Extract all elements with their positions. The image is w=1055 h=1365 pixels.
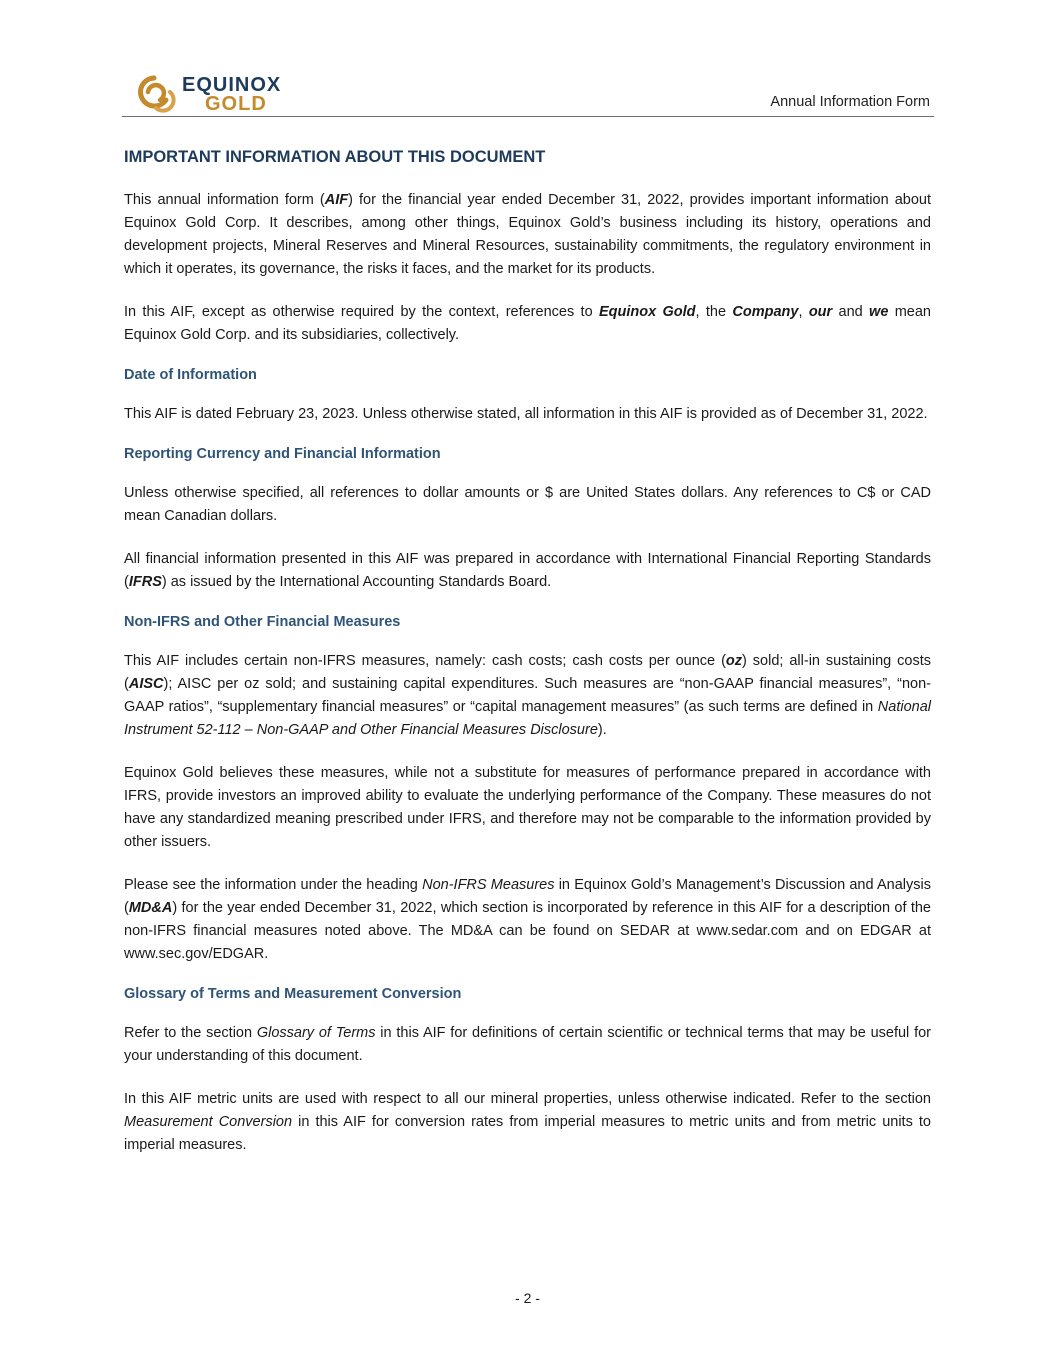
currency-paragraph-2: All financial information presented in this AIF was prepared in accordance with International Financial Reporting Standards (IFRS) as issued by the International Accounting Standards Board. <box>124 551 931 590</box>
equinox-gold-logo-icon <box>132 72 178 116</box>
currency-paragraph-1: Unless otherwise specified, all references to dollar amounts or $ are United States dollars. Any references to C$ or CAD mean Canadian dollars. <box>124 485 931 524</box>
document-type-label: Annual Information Form <box>770 94 930 110</box>
section-heading-currency: Reporting Currency and Financial Information <box>124 446 441 462</box>
logo-text-gold: GOLD <box>205 93 267 115</box>
logo-text-equinox: EQUINOX <box>182 74 282 96</box>
intro-paragraph-1: This annual information form (AIF) for the financial year ended December 31, 2022, provides important information about Equinox Gold Corp. It describes, among other things, Equinox Gold’s business including its history, operations and development projects, Mineral Reserves and Mineral Resources, sustainability commitments, the regulatory environment in which it operates, its governance, the risks it faces, and the market for its products. <box>124 192 932 277</box>
intro-paragraph-2: In this AIF, except as otherwise required by the context, references to Equinox Gold, the Company, our and we mean Equinox Gold Corp. and its subsidiaries, collectively. <box>124 304 931 343</box>
non-ifrs-paragraph-2: Equinox Gold believes these measures, while not a substitute for measures of performance prepared in accordance with IFRS, provide investors an improved ability to evaluate the underlying performance of the Company. These measures do not have any standardized meaning prescribed under IFRS, and therefore may not be comparable to the information provided by other issuers. <box>124 765 931 850</box>
glossary-paragraph-1: Refer to the section Glossary of Terms in this AIF for definitions of certain scientific or technical terms that may be useful for your understanding of this document. <box>124 1025 932 1064</box>
section-heading-glossary: Glossary of Terms and Measurement Conversion <box>124 986 462 1002</box>
page-header <box>122 70 934 117</box>
non-ifrs-paragraph-3: Please see the information under the heading Non-IFRS Measures in Equinox Gold’s Management’s Discussion and Analysis (MD&A) for the year ended December 31, 2022, which section is incorporated by reference in this AIF for a description of the non-IFRS financial measures noted above. The MD&A can be found on SEDAR at www.sedar.com and on EDGAR at www.sec.gov/EDGAR. <box>124 877 931 962</box>
section-heading-non-ifrs: Non-IFRS and Other Financial Measures <box>124 614 401 630</box>
page-title: IMPORTANT INFORMATION ABOUT THIS DOCUMENT <box>124 148 546 166</box>
company-logo <box>132 72 302 114</box>
document-body <box>124 148 931 1177</box>
non-ifrs-paragraph-1: This AIF includes certain non-IFRS measures, namely: cash costs; cash costs per ounce (oz) sold; all-in sustaining costs (AISC); AISC per oz sold; and sustaining capital expenditures. Such measures are “non-GAAP financial measures”, “non-GAAP ratios”, “supplementary financial measures” or “capital management measures” (as such terms are defined in National Instrument 52-112 – Non-GAAP and Other Financial Measures Disclosure). <box>124 653 931 738</box>
page-number: - 2 - <box>515 1290 540 1306</box>
date-paragraph: This AIF is dated February 23, 2023. Unless otherwise stated, all information in this AIF is provided as of December 31, 2022. <box>124 406 928 422</box>
section-heading-date: Date of Information <box>124 367 257 383</box>
glossary-paragraph-2: In this AIF metric units are used with respect to all our mineral properties, unless otherwise indicated. Refer to the section Measurement Conversion in this AIF for conversion rates from imperial measures to metric units and from metric units to imperial measures. <box>124 1091 931 1153</box>
